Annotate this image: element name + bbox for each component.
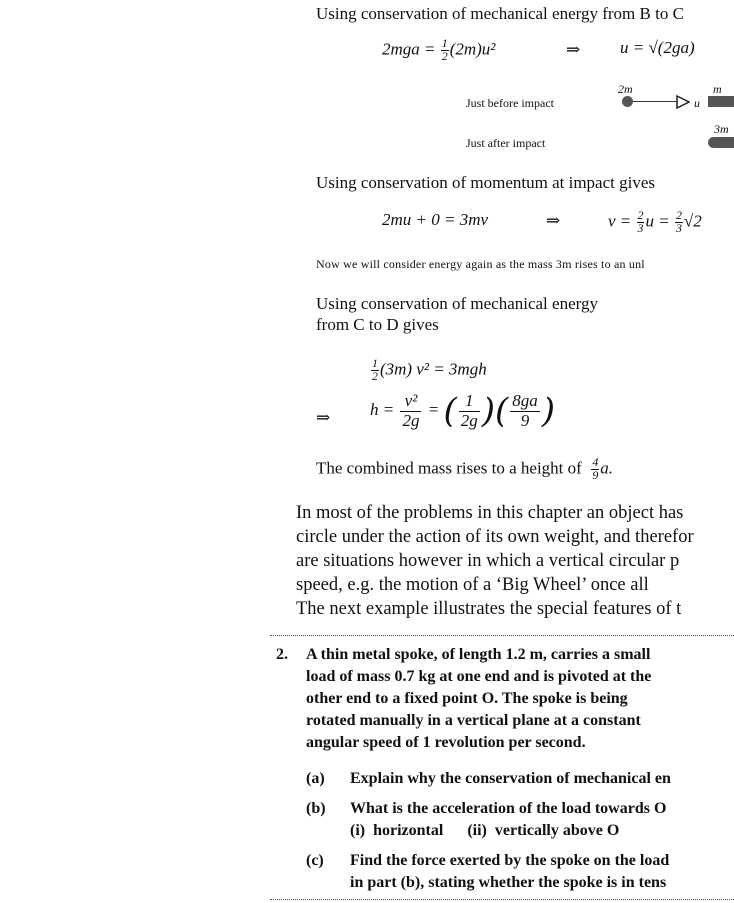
fraction-two-thirds-b: $\frac{2}{3}$ — [675, 208, 682, 235]
energy-intro-line: Using conservation of mechanical energy from B to C — [316, 4, 684, 23]
equation-energy-bc: 2mga = $\frac{1}{2}$ (2m)u² — [382, 36, 496, 63]
part-a-label: (a) — [306, 770, 325, 787]
equation-u-result: u = √(2ga) — [620, 38, 695, 57]
fraction-half: $\frac{1}{2}$ — [441, 36, 448, 63]
fraction-8ga-9: $\frac{8ga}{9}$ — [512, 391, 538, 430]
implies-arrow-3: ⇒ — [316, 408, 331, 427]
label-mass-3m: 3m — [714, 122, 729, 136]
label-before-impact: Just before impact — [466, 96, 554, 110]
note-line: Now we will consider energy again as the mass 3m rises to an unl — [316, 257, 645, 271]
fraction-v2-2g: $\frac{\text{v²}}{2g}$ — [402, 391, 420, 430]
part-c-text-2: in part (b), stating whether the spoke is in tens — [350, 874, 667, 891]
question-line-1: A thin metal spoke, of length 1.2 m, carries a small — [306, 646, 651, 663]
question-number: 2. — [276, 646, 288, 663]
part-b-label: (b) — [306, 800, 326, 817]
particle-2m — [622, 96, 633, 107]
paragraph-line-4: speed, e.g. the motion of a ‘Big Wheel’ once all — [296, 575, 649, 595]
question-top-divider — [270, 635, 734, 636]
combined-particle-block — [715, 137, 734, 148]
implies-arrow-2: ⇒ — [546, 211, 561, 230]
fraction-1-2g: $\frac{1}{2g}$ — [460, 391, 478, 430]
fraction-four-ninths: $\frac{4}{9}$ — [592, 455, 599, 482]
label-velocity-u: u — [694, 96, 700, 110]
implies-arrow: ⇒ — [566, 40, 581, 59]
result-line: The combined mass rises to a height of $\frac{4}{9}$ a. — [316, 455, 614, 482]
paragraph-line-5: The next example illustrates the special features of t — [296, 599, 682, 619]
velocity-line — [633, 101, 678, 102]
label-after-impact: Just after impact — [466, 136, 546, 150]
part-b-text: What is the acceleration of the load towards O — [350, 800, 667, 817]
question-line-2: load of mass 0.7 kg at one end and is pivoted at the — [306, 668, 652, 685]
equation-v-result: v = $\frac{2}{3}$ u = $\frac{2}{3}$ √2 — [608, 208, 702, 235]
paragraph-line-1: In most of the problems in this chapter an object has — [296, 503, 684, 523]
part-b-subparts: (i) horizontal (ii) vertically above O — [350, 822, 620, 839]
question-line-5: angular speed of 1 revolution per second. — [306, 734, 586, 751]
fraction-half-2: $\frac{1}{2}$ — [372, 356, 378, 383]
part-c-label: (c) — [306, 852, 324, 869]
equation-momentum: 2mu + 0 = 3mv — [382, 210, 489, 229]
question-line-4: rotated manually in a vertical plane at a constant — [306, 712, 641, 729]
fraction-two-thirds: $\frac{2}{3}$ — [637, 208, 644, 235]
part-c-text: Find the force exerted by the spoke on the load — [350, 852, 670, 869]
equation-height: h = $\frac{\text{v²}}{2g}$ = ( $\frac{1}{2g}$ )( $\frac{8ga}{9}$ ) — [370, 391, 556, 432]
label-mass-m: m — [713, 82, 722, 96]
paragraph-line-3: are situations however in which a vertical circular p — [296, 551, 680, 571]
question-bottom-divider — [270, 899, 734, 900]
label-mass-2m: 2m — [618, 82, 633, 96]
paragraph-line-2: circle under the action of its own weight, and therefor — [296, 527, 694, 547]
part-a-text: Explain why the conservation of mechanical en — [350, 770, 671, 787]
equation-energy-cd: $\frac{1}{2}$ (3m) v² = 3mgh — [372, 356, 487, 383]
energy-cd-line1: Using conservation of mechanical energy — [316, 294, 598, 313]
energy-cd-line2: from C to D gives — [316, 315, 439, 334]
particle-m — [708, 96, 734, 107]
velocity-arrow-icon — [676, 95, 690, 109]
question-line-3: other end to a fixed point O. The spoke is being — [306, 690, 628, 707]
momentum-intro-line: Using conservation of momentum at impact gives — [316, 173, 655, 192]
